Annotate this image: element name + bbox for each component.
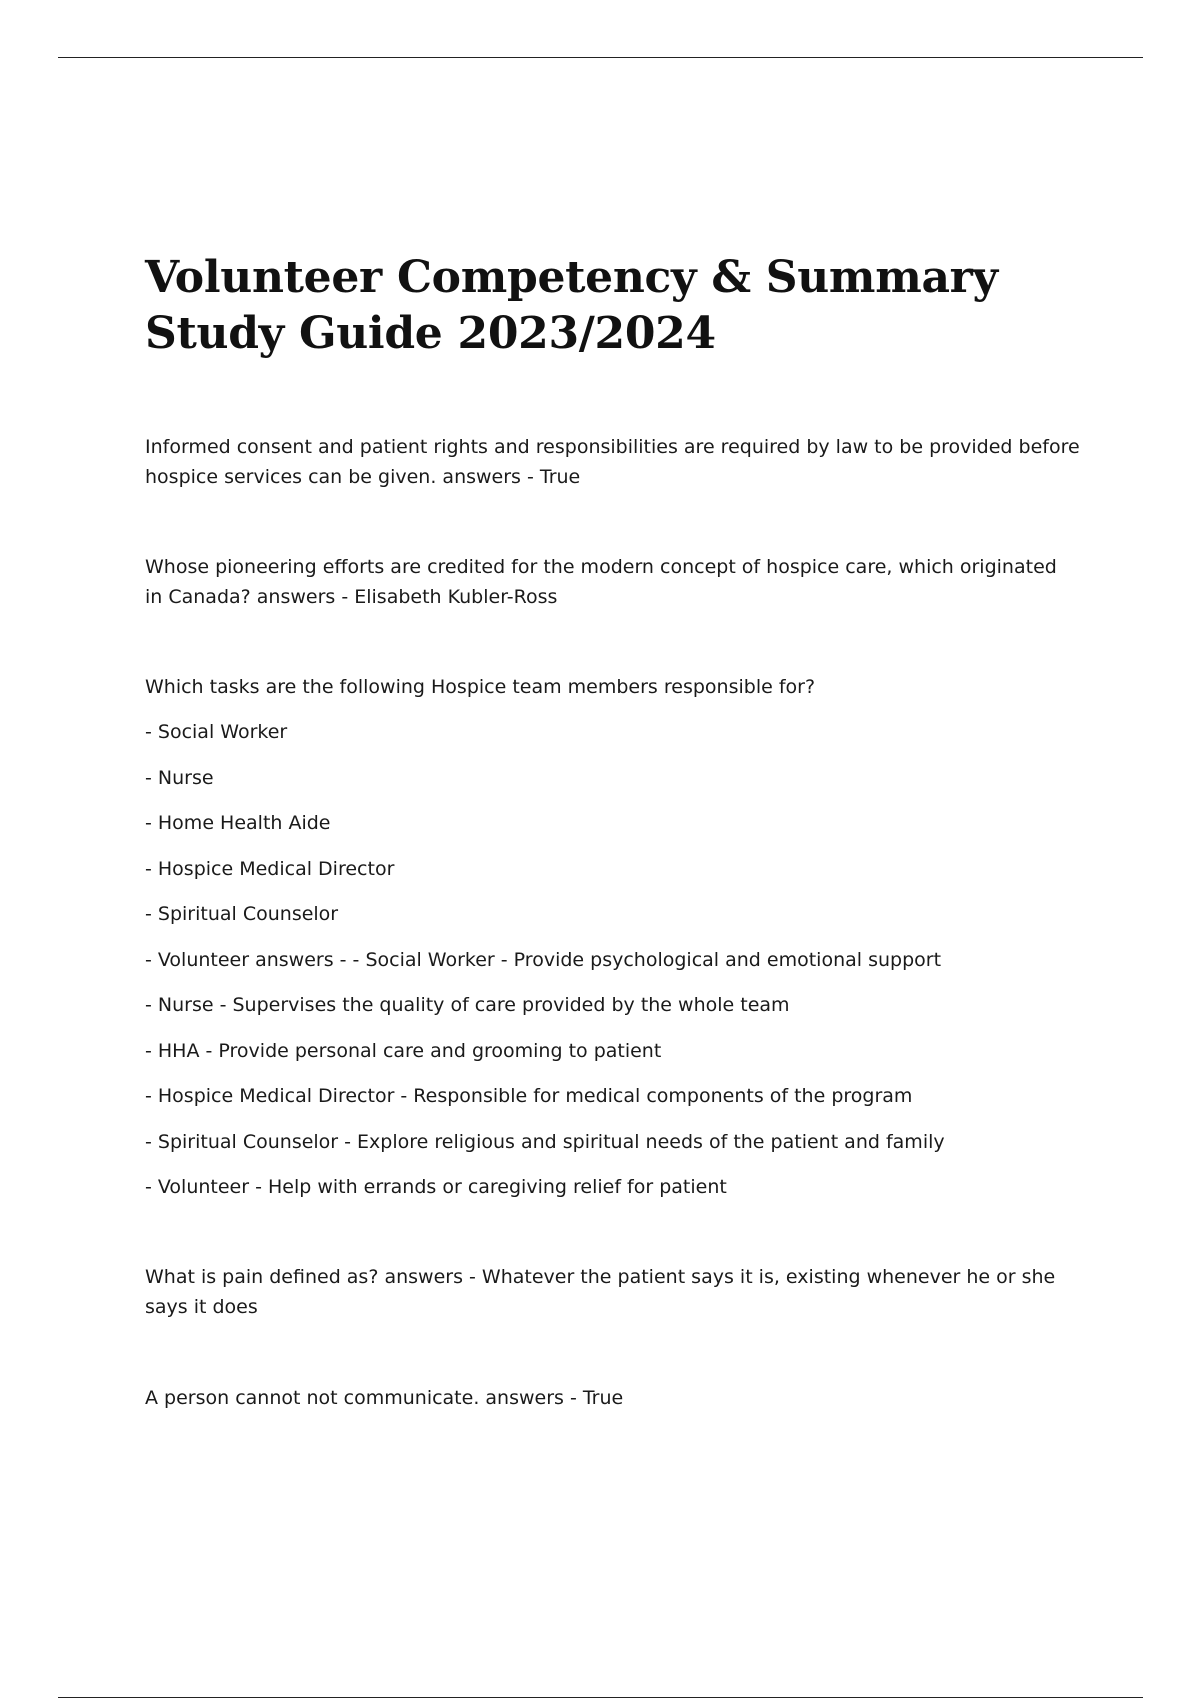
header-rule: [58, 57, 1143, 58]
list-item: - Spiritual Counselor: [145, 903, 339, 925]
qa-item-team-tasks-question: Which tasks are the following Hospice team members responsible for?: [145, 676, 816, 698]
list-item: - Volunteer answers - - Social Worker - Provide psychological and emotional support: [145, 949, 942, 971]
document-title: Volunteer Competency & Summary Study Guide 2023/2024: [145, 252, 998, 359]
qa-item-communication: A person cannot not communicate. answers - True: [145, 1387, 624, 1409]
list-item: - Volunteer - Help with errands or caregiving relief for patient: [145, 1176, 727, 1198]
footer-rule: [58, 1697, 1143, 1698]
list-item: - Home Health Aide: [145, 812, 331, 834]
list-item: - Spiritual Counselor - Explore religious and spiritual needs of the patient and family: [145, 1131, 945, 1153]
list-item: - HHA - Provide personal care and grooming to patient: [145, 1040, 662, 1062]
list-item: - Nurse: [145, 767, 214, 789]
list-item: - Nurse - Supervises the quality of care provided by the whole team: [145, 994, 790, 1016]
list-item: - Social Worker: [145, 721, 288, 743]
list-item: - Hospice Medical Director: [145, 858, 395, 880]
qa-item-informed-consent: Informed consent and patient rights and responsibilities are required by law to be provided before hospice services can be given. answers - True: [145, 436, 1080, 488]
list-item: - Hospice Medical Director - Responsible for medical components of the program: [145, 1085, 913, 1107]
qa-item-hospice-pioneer: Whose pioneering efforts are credited for the modern concept of hospice care, which originated in Canada? answers - Elisabeth Kubler-Ross: [145, 556, 1057, 608]
qa-item-pain-definition: What is pain defined as? answers - Whatever the patient says it is, existing whenever he or she says it does: [145, 1266, 1056, 1318]
